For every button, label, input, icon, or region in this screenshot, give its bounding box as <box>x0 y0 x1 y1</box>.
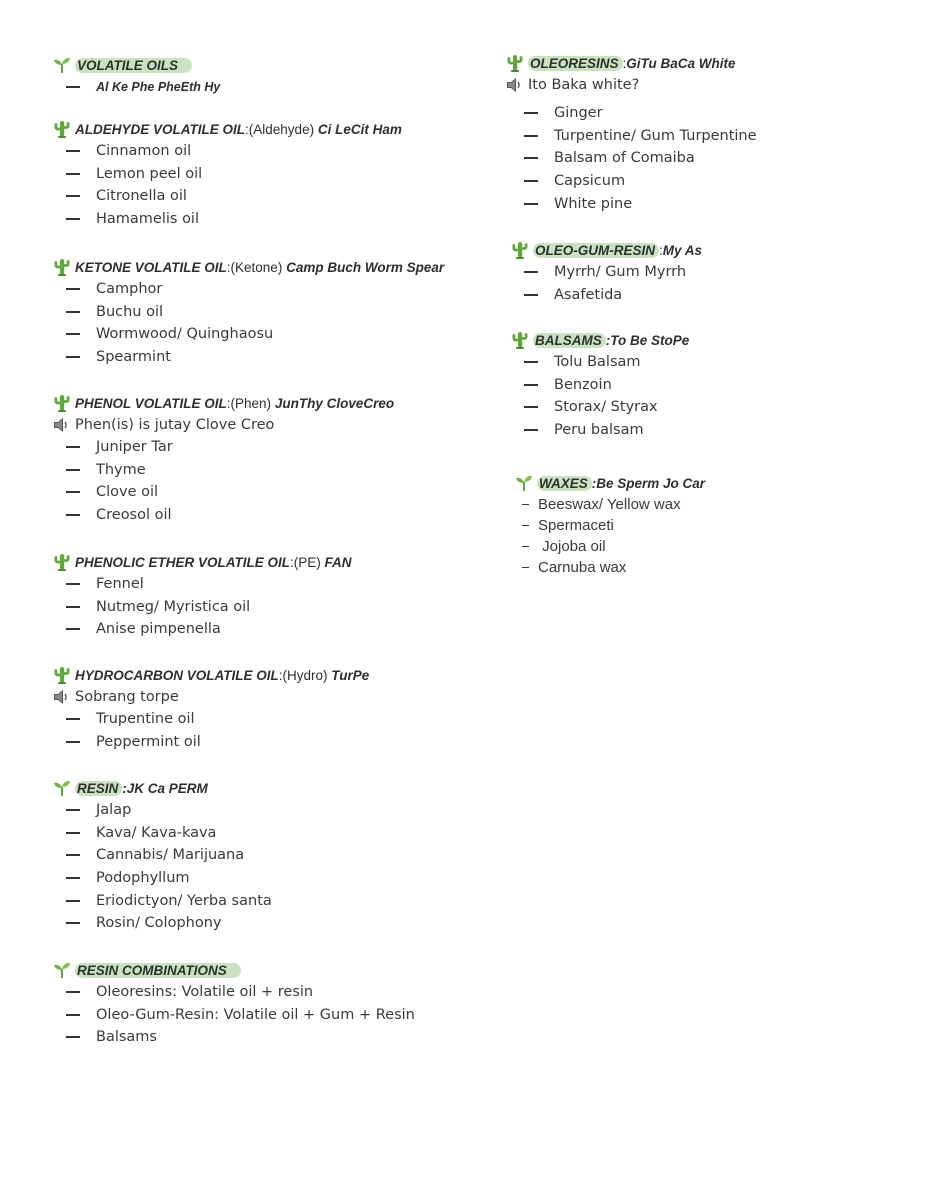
cactus-icon <box>52 119 72 139</box>
item-text: Cinnamon oil <box>96 143 192 160</box>
list-item <box>52 889 272 912</box>
list-item <box>52 912 272 935</box>
paren-label: (Aldehyde) <box>248 121 315 137</box>
separator: : <box>278 667 283 683</box>
list-item <box>52 981 415 1004</box>
dash-icon <box>524 294 538 296</box>
list-item <box>52 708 369 731</box>
list-item <box>510 351 689 374</box>
paren-label: (PE) <box>293 554 321 570</box>
list-item <box>510 284 702 307</box>
item-text: Storax/ Styrax <box>554 399 658 416</box>
section-header <box>52 959 415 981</box>
item-list <box>52 278 444 368</box>
section-aldehyde <box>52 118 402 230</box>
dash-icon <box>524 180 538 182</box>
dash-icon <box>66 583 80 585</box>
speaker-line <box>52 414 394 436</box>
item-list <box>52 799 272 935</box>
dash-icon <box>66 877 80 879</box>
item-list <box>510 261 702 306</box>
sprout-icon <box>52 960 72 980</box>
speaker-icon <box>52 416 72 434</box>
mnemonic-text: TurPe <box>331 667 370 683</box>
section-volatile-oils <box>52 54 220 98</box>
dash-icon <box>66 491 80 493</box>
section-title: OLEO-GUM-RESIN <box>533 243 659 258</box>
item-text: Beeswax/ Yellow wax <box>538 496 681 513</box>
section-header <box>52 54 220 76</box>
dash-icon <box>66 218 80 220</box>
item-text: Wormwood/ Quinghaosu <box>96 326 274 343</box>
list-item <box>514 557 705 578</box>
list-item <box>52 436 394 459</box>
separator: : <box>659 242 663 258</box>
section-header <box>52 664 369 686</box>
section-title: VOLATILE OILS <box>75 58 192 73</box>
item-text: Myrrh/ Gum Myrrh <box>554 264 687 281</box>
list-item <box>52 1004 415 1027</box>
list-item <box>52 323 444 346</box>
list-item <box>52 185 402 208</box>
sprout-icon <box>514 473 534 493</box>
dash-icon <box>522 525 529 527</box>
list-item <box>505 192 757 215</box>
speaker-text: Phen(is) is jutay Clove Creo <box>75 417 275 433</box>
mnemonic-text: Be Sperm Jo Car <box>596 475 706 491</box>
separator: : <box>122 780 127 796</box>
list-item <box>52 504 394 527</box>
item-text: Balsam of Comaiba <box>554 150 695 167</box>
list-item <box>514 515 705 536</box>
cactus-icon <box>510 330 530 350</box>
section-balsams <box>510 329 689 441</box>
cactus-icon <box>505 53 525 73</box>
mnemonic-text: Ci LeCit Ham <box>317 121 402 137</box>
list-item <box>52 208 402 231</box>
section-oleoresins <box>505 52 757 215</box>
separator: : <box>290 554 294 570</box>
speaker-icon <box>52 688 72 706</box>
separator: : <box>591 475 597 491</box>
dash-icon <box>66 1014 80 1016</box>
mnemonic-text: To Be StoPe <box>610 332 690 348</box>
dash-icon <box>66 809 80 811</box>
dash-icon <box>66 900 80 902</box>
list-item <box>52 573 352 596</box>
section-oleo-gum-resin <box>510 239 702 306</box>
section-hydrocarbon <box>52 664 369 753</box>
item-text: Peru balsam <box>554 422 644 439</box>
section-phenol <box>52 392 394 526</box>
section-title: PHENOLIC ETHER VOLATILE OIL <box>75 554 291 570</box>
item-text: Hamamelis oil <box>96 211 199 228</box>
list-item <box>52 1026 415 1049</box>
item-text: Nutmeg/ Myristica oil <box>96 598 251 615</box>
list-item <box>52 822 272 845</box>
item-text: Lemon peel oil <box>96 165 203 182</box>
dash-icon <box>66 288 80 290</box>
section-title: RESIN <box>75 781 122 796</box>
mnemonic-text: JunThy CloveCreo <box>274 395 395 411</box>
section-title: BALSAMS <box>533 333 606 348</box>
section-title: ALDEHYDE VOLATILE OIL <box>75 121 246 137</box>
list-item <box>505 125 757 148</box>
item-text: Benzoin <box>554 376 612 393</box>
dash-icon <box>524 406 538 408</box>
section-header <box>514 472 705 494</box>
dash-icon <box>66 922 80 924</box>
dash-icon <box>66 832 80 834</box>
list-item <box>505 170 757 193</box>
list-item <box>52 301 444 324</box>
section-title: RESIN COMBINATIONS <box>75 963 241 978</box>
dash-icon <box>66 991 80 993</box>
paren-label: (Phen) <box>230 395 272 411</box>
cactus-icon <box>510 240 530 260</box>
section-header <box>52 551 352 573</box>
dash-icon <box>524 112 538 114</box>
list-item <box>514 536 705 557</box>
item-list <box>52 708 369 753</box>
dash-icon <box>524 361 538 363</box>
cactus-icon <box>52 257 72 277</box>
speaker-line <box>52 686 369 708</box>
mnemonic-text: GiTu BaCa White <box>626 55 736 71</box>
list-item <box>52 618 352 641</box>
item-text: Juniper Tar <box>96 439 173 456</box>
item-text: Balsams <box>96 1029 157 1046</box>
list-item <box>510 374 689 397</box>
item-text: Rosin/ Colophony <box>96 915 222 932</box>
item-text: Capsicum <box>554 173 626 190</box>
list-item <box>52 278 444 301</box>
item-text: Thyme <box>96 461 146 478</box>
item-text: Clove oil <box>96 484 159 501</box>
dash-icon <box>66 356 80 358</box>
item-text: Peppermint oil <box>96 733 201 750</box>
separator: : <box>605 332 611 348</box>
section-title: WAXES <box>537 476 592 491</box>
item-text: Podophyllum <box>96 870 190 887</box>
section-header <box>505 52 757 74</box>
item-text: Oleo-Gum-Resin: Volatile oil + Gum + Resin <box>96 1006 415 1023</box>
dash-icon <box>524 135 538 137</box>
section-title: OLEORESINS <box>528 56 623 71</box>
item-text: Citronella oil <box>96 188 187 205</box>
list-item <box>510 419 689 442</box>
list-item <box>52 596 352 619</box>
dash-icon <box>66 173 80 175</box>
list-item <box>505 147 757 170</box>
dash-icon <box>66 446 80 448</box>
list-item <box>514 494 705 515</box>
dash-icon <box>66 718 80 720</box>
item-list <box>52 436 394 526</box>
section-header <box>510 329 689 351</box>
item-text: Spearmint <box>96 349 171 366</box>
section-title: KETONE VOLATILE OIL <box>75 259 227 275</box>
dash-icon <box>66 469 80 471</box>
item-text: Trupentine oil <box>96 711 195 728</box>
dash-icon <box>522 504 529 506</box>
dash-icon <box>66 1036 80 1038</box>
item-text: Eriodictyon/ Yerba santa <box>96 892 272 909</box>
section-header <box>510 239 702 261</box>
item-text: Ginger <box>554 105 603 122</box>
list-item <box>52 799 272 822</box>
cactus-icon <box>52 552 72 572</box>
section-header <box>52 256 444 278</box>
item-text: Buchu oil <box>96 303 164 320</box>
speaker-text: Ito Baka white? <box>528 77 640 93</box>
section-phenolic-ether <box>52 551 352 641</box>
section-ketone <box>52 256 444 368</box>
dash-icon <box>66 311 80 313</box>
section-resin <box>52 777 272 935</box>
speaker-icon <box>505 76 525 94</box>
section-header <box>52 777 272 799</box>
mnemonic-line <box>52 76 220 98</box>
item-list <box>52 981 415 1049</box>
dash-icon <box>66 854 80 856</box>
item-text: Jojoba oil <box>538 538 606 555</box>
dash-icon <box>66 741 80 743</box>
sprout-icon <box>52 55 72 75</box>
paren-label: (Hydro) <box>282 667 328 683</box>
dash-icon <box>66 150 80 152</box>
list-item <box>52 867 272 890</box>
dash-icon <box>522 567 529 569</box>
section-resin-combinations <box>52 959 415 1049</box>
sprout-icon <box>52 778 72 798</box>
mnemonic-text: My As <box>662 242 703 258</box>
dash-icon <box>66 628 80 630</box>
item-text: Carnuba wax <box>538 559 627 576</box>
dash-icon <box>66 514 80 516</box>
section-waxes <box>514 472 705 578</box>
list-item <box>52 459 394 482</box>
separator: : <box>226 259 231 275</box>
item-text: Kava/ Kava-kava <box>96 824 217 841</box>
dash-icon <box>524 384 538 386</box>
list-item <box>52 346 444 369</box>
item-text: Creosol oil <box>96 507 172 524</box>
list-item <box>52 844 272 867</box>
section-title: PHENOL VOLATILE OIL <box>75 395 227 411</box>
item-text: Turpentine/ Gum Turpentine <box>554 127 757 144</box>
section-title: HYDROCARBON VOLATILE OIL <box>75 667 279 683</box>
item-text: Fennel <box>96 576 144 593</box>
section-header <box>52 392 394 414</box>
mnemonic-text: JK Ca PERM <box>126 780 208 796</box>
section-header <box>52 118 402 140</box>
list-item <box>52 731 369 754</box>
item-text: White pine <box>554 195 633 212</box>
separator: : <box>245 121 249 137</box>
list-item <box>52 481 394 504</box>
item-text: Tolu Balsam <box>554 354 641 371</box>
dash-icon <box>524 429 538 431</box>
dash-icon <box>66 195 80 197</box>
list-item <box>52 163 402 186</box>
item-text: Anise pimpenella <box>96 621 221 638</box>
item-list <box>52 140 402 230</box>
paren-label: (Ketone) <box>230 259 283 275</box>
list-item <box>52 140 402 163</box>
dash-icon <box>522 546 529 548</box>
separator: : <box>622 55 627 71</box>
cactus-icon <box>52 665 72 685</box>
dash-icon <box>66 333 80 335</box>
dash-icon <box>66 606 80 608</box>
item-text: Cannabis/ Marijuana <box>96 847 245 864</box>
list-item <box>505 102 757 125</box>
mnemonic-text: Camp Buch Worm Spear <box>286 259 445 275</box>
mnemonic-text: FAN <box>324 554 352 570</box>
item-list <box>510 351 689 441</box>
dash-icon <box>66 86 80 88</box>
dash-icon <box>524 203 538 205</box>
item-list <box>505 102 757 215</box>
dash-icon <box>524 157 538 159</box>
speaker-line <box>505 74 757 96</box>
list-item <box>510 261 702 284</box>
list-item <box>510 396 689 419</box>
item-text: Oleoresins: Volatile oil + resin <box>96 984 314 1001</box>
item-text: Jalap <box>96 802 132 819</box>
item-list <box>514 494 705 578</box>
dash-icon <box>524 271 538 273</box>
item-list <box>52 573 352 641</box>
cactus-icon <box>52 393 72 413</box>
mnemonic-text: Al Ke Phe PheEth Hy <box>96 80 221 94</box>
separator: : <box>226 395 231 411</box>
item-text: Camphor <box>96 281 163 298</box>
item-text: Asafetida <box>554 286 623 303</box>
speaker-text: Sobrang torpe <box>75 689 179 705</box>
item-text: Spermaceti <box>538 517 614 534</box>
